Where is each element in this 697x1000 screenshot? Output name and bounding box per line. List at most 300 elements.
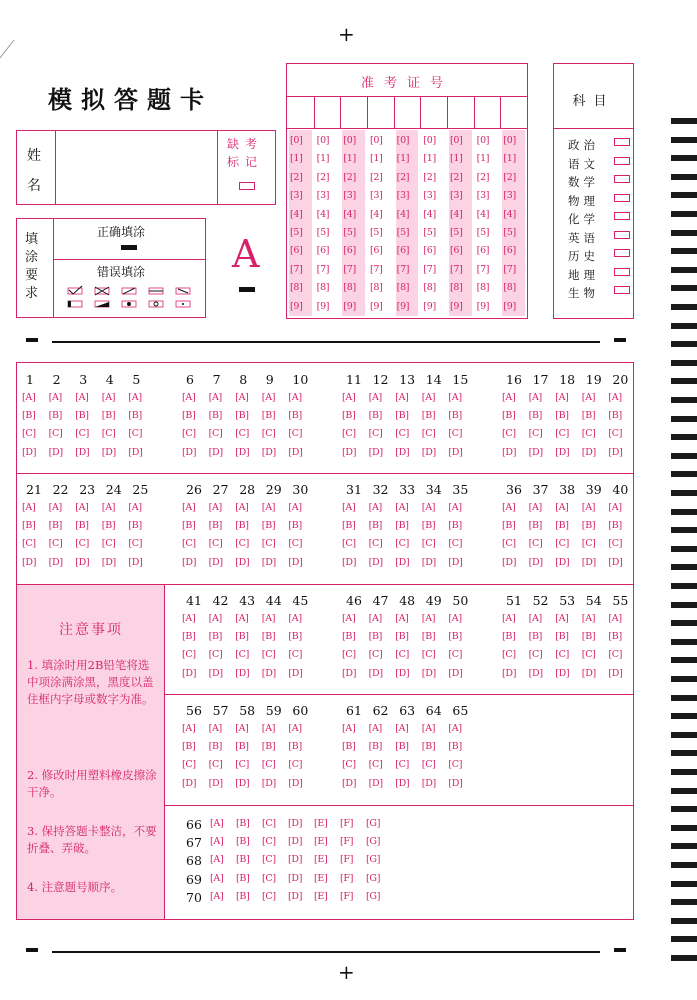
- answer-bubble[interactable]: [C]: [448, 428, 463, 440]
- answer-bubble[interactable]: [D]: [448, 667, 463, 679]
- answer-bubble[interactable]: [B]: [288, 631, 302, 643]
- answer-bubble[interactable]: [A]: [421, 613, 436, 624]
- answer-bubble[interactable]: [C]: [502, 538, 516, 550]
- answer-bubble[interactable]: [A]: [182, 613, 196, 624]
- exam-id-bubble[interactable]: [5]: [343, 227, 356, 238]
- answer-bubble[interactable]: [D]: [208, 556, 223, 568]
- answer-bubble[interactable]: [B]: [448, 631, 462, 643]
- answer-bubble[interactable]: [D]: [342, 777, 357, 789]
- answer-bubble[interactable]: [C]: [261, 759, 276, 771]
- answer-bubble[interactable]: [B]: [235, 631, 249, 643]
- subject-item[interactable]: [568, 282, 630, 298]
- answer-bubble[interactable]: [C]: [395, 649, 409, 661]
- answer-bubble[interactable]: [C]: [182, 428, 196, 440]
- answer-bubble[interactable]: [C]: [288, 428, 303, 440]
- answer-bubble[interactable]: [B]: [182, 741, 196, 753]
- answer-bubble[interactable]: [B]: [421, 741, 436, 753]
- answer-bubble[interactable]: [F]: [340, 890, 354, 902]
- answer-bubble[interactable]: [C]: [581, 538, 596, 550]
- answer-bubble[interactable]: [C]: [555, 538, 569, 550]
- answer-bubble[interactable]: [C]: [182, 759, 196, 771]
- answer-bubble[interactable]: [C]: [48, 538, 63, 550]
- subject-item[interactable]: [568, 134, 630, 150]
- answer-bubble[interactable]: [B]: [395, 631, 409, 643]
- answer-bubble[interactable]: [E]: [314, 854, 328, 866]
- answer-bubble[interactable]: [B]: [182, 410, 196, 422]
- answer-bubble[interactable]: [A]: [528, 392, 542, 403]
- answer-bubble[interactable]: [A]: [101, 502, 116, 513]
- exam-id-bubble[interactable]: [6]: [290, 245, 303, 257]
- answer-bubble[interactable]: [B]: [502, 410, 516, 422]
- answer-bubble[interactable]: [C]: [608, 649, 623, 661]
- answer-bubble[interactable]: [B]: [128, 520, 142, 532]
- answer-bubble[interactable]: [B]: [581, 631, 596, 643]
- answer-bubble[interactable]: [B]: [368, 741, 383, 753]
- answer-bubble[interactable]: [C]: [288, 759, 303, 771]
- answer-bubble[interactable]: [D]: [288, 667, 303, 679]
- exam-id-bubble[interactable]: [0]: [450, 135, 463, 146]
- answer-bubble[interactable]: [E]: [314, 836, 328, 848]
- answer-bubble[interactable]: [F]: [340, 836, 354, 848]
- answer-bubble[interactable]: [B]: [555, 520, 569, 532]
- answer-bubble[interactable]: [A]: [288, 502, 302, 513]
- answer-bubble[interactable]: [B]: [342, 631, 356, 643]
- answer-bubble[interactable]: [B]: [261, 741, 276, 753]
- subject-bubble[interactable]: [614, 157, 630, 165]
- answer-bubble[interactable]: [F]: [340, 818, 354, 829]
- answer-bubble[interactable]: [B]: [581, 520, 596, 532]
- exam-id-bubble[interactable]: [2]: [396, 171, 410, 183]
- answer-bubble[interactable]: [D]: [208, 446, 223, 458]
- answer-bubble[interactable]: [B]: [236, 836, 250, 848]
- answer-bubble[interactable]: [A]: [502, 613, 516, 624]
- answer-bubble[interactable]: [B]: [235, 410, 249, 422]
- answer-bubble[interactable]: [A]: [75, 502, 89, 513]
- exam-id-bubble[interactable]: [8]: [370, 282, 383, 294]
- answer-bubble[interactable]: [D]: [608, 667, 623, 679]
- answer-bubble[interactable]: [C]: [288, 649, 303, 661]
- exam-id-bubble[interactable]: [9]: [503, 300, 516, 312]
- answer-bubble[interactable]: [B]: [182, 520, 196, 532]
- answer-bubble[interactable]: [B]: [608, 410, 622, 422]
- answer-bubble[interactable]: [C]: [528, 649, 543, 661]
- answer-bubble[interactable]: [D]: [368, 667, 383, 679]
- answer-bubble[interactable]: [D]: [395, 556, 410, 568]
- exam-id-bubble[interactable]: [8]: [423, 282, 436, 294]
- subject-bubble[interactable]: [614, 138, 630, 146]
- answer-bubble[interactable]: [A]: [261, 392, 276, 403]
- answer-bubble[interactable]: [B]: [448, 410, 462, 422]
- exam-id-bubble[interactable]: [5]: [423, 227, 436, 238]
- subject-bubble[interactable]: [614, 286, 630, 294]
- answer-bubble[interactable]: [D]: [288, 818, 303, 829]
- answer-bubble[interactable]: [D]: [368, 446, 383, 458]
- answer-bubble[interactable]: [D]: [528, 446, 543, 458]
- answer-bubble[interactable]: [C]: [208, 538, 223, 550]
- answer-bubble[interactable]: [B]: [208, 520, 223, 532]
- answer-bubble[interactable]: [A]: [342, 613, 356, 624]
- exam-id-bubble[interactable]: [8]: [316, 282, 330, 294]
- exam-id-bubble[interactable]: [4]: [423, 208, 436, 220]
- exam-id-bubble[interactable]: [5]: [450, 227, 463, 238]
- exam-id-bubble[interactable]: [9]: [396, 300, 410, 312]
- answer-bubble[interactable]: [C]: [48, 428, 63, 440]
- exam-id-bubble[interactable]: [7]: [316, 263, 330, 275]
- exam-id-bubble[interactable]: [3]: [316, 190, 330, 202]
- answer-bubble[interactable]: [D]: [395, 667, 410, 679]
- exam-id-box[interactable]: [286, 63, 528, 319]
- exam-id-bubble[interactable]: [7]: [423, 263, 436, 275]
- answer-bubble[interactable]: [B]: [581, 410, 596, 422]
- answer-bubble[interactable]: [A]: [288, 392, 302, 403]
- answer-bubble[interactable]: [A]: [395, 392, 409, 403]
- answer-bubble[interactable]: [B]: [261, 631, 276, 643]
- subject-bubble[interactable]: [614, 194, 630, 202]
- exam-id-bubble[interactable]: [4]: [370, 208, 383, 220]
- answer-bubble[interactable]: [B]: [208, 741, 223, 753]
- answer-bubble[interactable]: [D]: [75, 556, 90, 568]
- exam-id-bubble[interactable]: [3]: [423, 190, 436, 202]
- answer-bubble[interactable]: [A]: [210, 890, 224, 902]
- exam-id-bubble[interactable]: [5]: [290, 227, 303, 238]
- answer-bubble[interactable]: [C]: [608, 428, 623, 440]
- answer-bubble[interactable]: [C]: [101, 428, 116, 440]
- exam-id-bubble[interactable]: [4]: [450, 208, 463, 220]
- answer-bubble[interactable]: [C]: [608, 538, 623, 550]
- answer-bubble[interactable]: [B]: [342, 741, 356, 753]
- answer-bubble[interactable]: [A]: [208, 723, 222, 734]
- answer-bubble[interactable]: [C]: [421, 759, 436, 771]
- answer-bubble[interactable]: [D]: [608, 446, 623, 458]
- answer-bubble[interactable]: [D]: [288, 872, 303, 884]
- exam-id-bubble[interactable]: [3]: [343, 190, 356, 202]
- exam-id-bubble[interactable]: [7]: [290, 263, 303, 275]
- exam-id-bubble[interactable]: [3]: [290, 190, 303, 202]
- exam-id-bubble[interactable]: [4]: [476, 208, 490, 220]
- answer-bubble[interactable]: [A]: [288, 613, 302, 624]
- answer-bubble[interactable]: [A]: [581, 613, 596, 624]
- answer-bubble[interactable]: [A]: [235, 613, 249, 624]
- answer-bubble[interactable]: [A]: [75, 392, 89, 403]
- answer-bubble[interactable]: [D]: [288, 446, 303, 458]
- answer-bubble[interactable]: [A]: [581, 502, 596, 513]
- exam-id-bubble[interactable]: [2]: [450, 171, 463, 183]
- answer-bubble[interactable]: [D]: [182, 667, 197, 679]
- answer-bubble[interactable]: [A]: [208, 613, 222, 624]
- answer-bubble[interactable]: [A]: [502, 502, 516, 513]
- exam-id-bubble[interactable]: [5]: [476, 227, 490, 238]
- exam-id-bubble[interactable]: [6]: [370, 245, 383, 257]
- subject-bubble[interactable]: [614, 249, 630, 257]
- answer-bubble[interactable]: [A]: [210, 872, 224, 884]
- exam-id-bubble[interactable]: [3]: [450, 190, 463, 202]
- exam-id-bubble[interactable]: [4]: [316, 208, 330, 220]
- answer-bubble[interactable]: [D]: [555, 446, 570, 458]
- answer-bubble[interactable]: [B]: [261, 520, 276, 532]
- answer-bubble[interactable]: [D]: [342, 446, 357, 458]
- exam-id-bubble[interactable]: [0]: [290, 135, 303, 146]
- answer-bubble[interactable]: [D]: [342, 556, 357, 568]
- answer-bubble[interactable]: [B]: [395, 410, 409, 422]
- answer-bubble[interactable]: [E]: [314, 890, 328, 902]
- answer-bubble[interactable]: [D]: [235, 446, 250, 458]
- exam-id-bubble[interactable]: [9]: [370, 300, 383, 312]
- exam-id-bubble[interactable]: [9]: [290, 300, 303, 312]
- answer-bubble[interactable]: [B]: [395, 520, 409, 532]
- answer-bubble[interactable]: [B]: [421, 520, 436, 532]
- answer-bubble[interactable]: [D]: [288, 777, 303, 789]
- answer-bubble[interactable]: [B]: [235, 741, 249, 753]
- exam-id-bubble[interactable]: [1]: [370, 153, 383, 165]
- exam-id-bubble[interactable]: [6]: [450, 245, 463, 257]
- answer-bubble[interactable]: [C]: [368, 759, 383, 771]
- answer-bubble[interactable]: [C]: [75, 538, 89, 550]
- answer-bubble[interactable]: [F]: [340, 854, 354, 866]
- answer-bubble[interactable]: [B]: [421, 631, 436, 643]
- answer-bubble[interactable]: [C]: [261, 428, 276, 440]
- answer-bubble[interactable]: [D]: [75, 446, 90, 458]
- answer-bubble[interactable]: [C]: [421, 538, 436, 550]
- answer-bubble[interactable]: [C]: [262, 818, 276, 829]
- answer-bubble[interactable]: [A]: [502, 392, 516, 403]
- answer-bubble[interactable]: [B]: [208, 631, 223, 643]
- exam-id-bubble[interactable]: [0]: [476, 135, 490, 146]
- answer-bubble[interactable]: [C]: [555, 428, 569, 440]
- answer-bubble[interactable]: [D]: [421, 777, 436, 789]
- answer-bubble[interactable]: [B]: [342, 410, 356, 422]
- answer-bubble[interactable]: [A]: [608, 502, 622, 513]
- answer-bubble[interactable]: [B]: [448, 520, 462, 532]
- exam-id-bubble[interactable]: [1]: [476, 153, 490, 165]
- answer-bubble[interactable]: [G]: [366, 818, 381, 829]
- answer-bubble[interactable]: [C]: [368, 649, 383, 661]
- answer-bubble[interactable]: [A]: [368, 502, 382, 513]
- answer-bubble[interactable]: [C]: [342, 428, 356, 440]
- answer-bubble[interactable]: [B]: [48, 410, 63, 422]
- exam-id-bubble[interactable]: [0]: [396, 135, 410, 146]
- exam-id-bubble[interactable]: [1]: [396, 153, 410, 165]
- answer-bubble[interactable]: [C]: [502, 649, 516, 661]
- answer-bubble[interactable]: [A]: [421, 723, 436, 734]
- subject-bubble[interactable]: [614, 212, 630, 220]
- answer-bubble[interactable]: [C]: [235, 428, 249, 440]
- answer-bubble[interactable]: [C]: [288, 538, 303, 550]
- exam-id-bubble[interactable]: [5]: [396, 227, 410, 238]
- answer-bubble[interactable]: [B]: [368, 410, 383, 422]
- exam-id-bubble[interactable]: [8]: [476, 282, 490, 294]
- answer-bubble[interactable]: [A]: [448, 613, 462, 624]
- answer-bubble[interactable]: [A]: [448, 723, 462, 734]
- answer-bubble[interactable]: [D]: [208, 667, 223, 679]
- exam-id-bubble[interactable]: [9]: [343, 300, 356, 312]
- answer-bubble[interactable]: [A]: [182, 392, 196, 403]
- exam-id-bubble[interactable]: [7]: [476, 263, 490, 275]
- answer-bubble[interactable]: [C]: [208, 649, 223, 661]
- answer-bubble[interactable]: [B]: [528, 410, 543, 422]
- answer-bubble[interactable]: [B]: [608, 520, 622, 532]
- exam-id-bubble[interactable]: [7]: [503, 263, 516, 275]
- answer-bubble[interactable]: [B]: [75, 410, 89, 422]
- answer-bubble[interactable]: [A]: [22, 392, 36, 403]
- answer-bubble[interactable]: [C]: [235, 759, 249, 771]
- exam-id-bubble[interactable]: [0]: [423, 135, 436, 146]
- answer-bubble[interactable]: [D]: [128, 556, 143, 568]
- exam-id-bubble[interactable]: [2]: [343, 171, 356, 183]
- answer-bubble[interactable]: [A]: [608, 392, 622, 403]
- answer-bubble[interactable]: [D]: [502, 667, 517, 679]
- exam-id-bubble[interactable]: [8]: [396, 282, 410, 294]
- exam-id-bubble[interactable]: [6]: [343, 245, 356, 257]
- answer-bubble[interactable]: [D]: [342, 667, 357, 679]
- answer-bubble[interactable]: [A]: [342, 392, 356, 403]
- answer-bubble[interactable]: [C]: [395, 428, 409, 440]
- answer-bubble[interactable]: [B]: [22, 520, 36, 532]
- exam-id-bubble[interactable]: [1]: [423, 153, 436, 165]
- answer-bubble[interactable]: [D]: [288, 854, 303, 866]
- answer-bubble[interactable]: [B]: [128, 410, 142, 422]
- exam-id-bubble[interactable]: [7]: [370, 263, 383, 275]
- answer-bubble[interactable]: [B]: [235, 520, 249, 532]
- answer-bubble[interactable]: [C]: [128, 428, 143, 440]
- answer-bubble[interactable]: [D]: [261, 667, 276, 679]
- exam-id-bubble[interactable]: [1]: [503, 153, 516, 165]
- answer-bubble[interactable]: [D]: [182, 777, 197, 789]
- answer-bubble[interactable]: [B]: [368, 520, 383, 532]
- answer-bubble[interactable]: [A]: [421, 392, 436, 403]
- answer-bubble[interactable]: [A]: [210, 854, 224, 866]
- answer-bubble[interactable]: [D]: [368, 777, 383, 789]
- answer-bubble[interactable]: [D]: [448, 777, 463, 789]
- exam-id-bubble[interactable]: [2]: [503, 171, 516, 183]
- answer-bubble[interactable]: [C]: [342, 759, 356, 771]
- answer-bubble[interactable]: [D]: [581, 446, 596, 458]
- exam-id-bubble[interactable]: [4]: [343, 208, 356, 220]
- answer-bubble[interactable]: [D]: [581, 667, 596, 679]
- subject-bubble[interactable]: [614, 175, 630, 183]
- answer-bubble[interactable]: [C]: [235, 649, 249, 661]
- answer-bubble[interactable]: [D]: [182, 556, 197, 568]
- answer-bubble[interactable]: [A]: [182, 723, 196, 734]
- answer-bubble[interactable]: [B]: [101, 410, 116, 422]
- answer-bubble[interactable]: [A]: [48, 392, 62, 403]
- answer-bubble[interactable]: [A]: [555, 392, 569, 403]
- answer-bubble[interactable]: [D]: [421, 667, 436, 679]
- answer-bubble[interactable]: [D]: [555, 556, 570, 568]
- answer-bubble[interactable]: [C]: [448, 649, 463, 661]
- exam-id-bubble[interactable]: [6]: [423, 245, 436, 257]
- answer-bubble[interactable]: [D]: [448, 446, 463, 458]
- answer-bubble[interactable]: [C]: [448, 538, 463, 550]
- answer-bubble[interactable]: [C]: [208, 759, 223, 771]
- exam-id-bubble[interactable]: [1]: [343, 153, 356, 165]
- answer-bubble[interactable]: [C]: [555, 649, 569, 661]
- answer-bubble[interactable]: [A]: [210, 836, 224, 848]
- subject-item[interactable]: [568, 245, 630, 261]
- exam-id-bubble[interactable]: [1]: [450, 153, 463, 165]
- answer-bubble[interactable]: [A]: [128, 502, 142, 513]
- answer-bubble[interactable]: [C]: [208, 428, 223, 440]
- subject-bubble[interactable]: [614, 268, 630, 276]
- answer-bubble[interactable]: [A]: [235, 392, 249, 403]
- answer-bubble[interactable]: [B]: [555, 410, 569, 422]
- answer-bubble[interactable]: [A]: [528, 502, 542, 513]
- answer-bubble[interactable]: [D]: [48, 556, 63, 568]
- answer-bubble[interactable]: [D]: [395, 777, 410, 789]
- answer-bubble[interactable]: [D]: [421, 556, 436, 568]
- answer-bubble[interactable]: [A]: [48, 502, 62, 513]
- answer-bubble[interactable]: [C]: [395, 538, 409, 550]
- answer-bubble[interactable]: [B]: [236, 872, 250, 884]
- subject-item[interactable]: [568, 190, 630, 206]
- answer-bubble[interactable]: [A]: [555, 613, 569, 624]
- answer-bubble[interactable]: [C]: [342, 649, 356, 661]
- answer-bubble[interactable]: [D]: [528, 556, 543, 568]
- answer-bubble[interactable]: [C]: [261, 649, 276, 661]
- exam-id-bubble[interactable]: [9]: [423, 300, 436, 312]
- answer-bubble[interactable]: [D]: [235, 556, 250, 568]
- exam-id-bubble[interactable]: [0]: [343, 135, 356, 146]
- answer-bubble[interactable]: [C]: [421, 428, 436, 440]
- exam-id-bubble[interactable]: [3]: [476, 190, 490, 202]
- answer-bubble[interactable]: [A]: [235, 723, 249, 734]
- answer-bubble[interactable]: [D]: [581, 556, 596, 568]
- answer-bubble[interactable]: [B]: [368, 631, 383, 643]
- exam-id-bubble[interactable]: [4]: [396, 208, 410, 220]
- answer-bubble[interactable]: [C]: [182, 538, 196, 550]
- answer-bubble[interactable]: [D]: [288, 836, 303, 848]
- answer-bubble[interactable]: [C]: [235, 538, 249, 550]
- answer-bubble[interactable]: [D]: [448, 556, 463, 568]
- answer-bubble[interactable]: [C]: [22, 538, 36, 550]
- answer-bubble[interactable]: [C]: [581, 649, 596, 661]
- answer-bubble[interactable]: [D]: [101, 556, 116, 568]
- answer-bubble[interactable]: [B]: [182, 631, 196, 643]
- exam-id-bubble[interactable]: [5]: [370, 227, 383, 238]
- exam-id-bubble[interactable]: [9]: [476, 300, 490, 312]
- answer-bubble[interactable]: [D]: [235, 777, 250, 789]
- exam-id-bubble[interactable]: [2]: [476, 171, 490, 183]
- answer-bubble[interactable]: [A]: [421, 502, 436, 513]
- answer-bubble[interactable]: [C]: [262, 836, 276, 848]
- answer-bubble[interactable]: [B]: [502, 631, 516, 643]
- answer-bubble[interactable]: [D]: [395, 446, 410, 458]
- answer-bubble[interactable]: [B]: [261, 410, 276, 422]
- answer-bubble[interactable]: [B]: [22, 410, 36, 422]
- answer-bubble[interactable]: [A]: [342, 723, 356, 734]
- answer-bubble[interactable]: [D]: [182, 446, 197, 458]
- answer-bubble[interactable]: [C]: [421, 649, 436, 661]
- answer-bubble[interactable]: [A]: [288, 723, 302, 734]
- exam-id-bubble[interactable]: [6]: [503, 245, 516, 257]
- answer-bubble[interactable]: [A]: [368, 392, 382, 403]
- exam-id-bubble[interactable]: [4]: [503, 208, 516, 220]
- subject-item[interactable]: [568, 227, 630, 243]
- answer-bubble[interactable]: [A]: [208, 502, 222, 513]
- answer-bubble[interactable]: [B]: [448, 741, 462, 753]
- exam-id-bubble[interactable]: [7]: [450, 263, 463, 275]
- answer-bubble[interactable]: [A]: [342, 502, 356, 513]
- answer-bubble[interactable]: [B]: [288, 410, 302, 422]
- answer-bubble[interactable]: [A]: [208, 392, 222, 403]
- answer-bubble[interactable]: [A]: [368, 723, 382, 734]
- answer-bubble[interactable]: [D]: [288, 890, 303, 902]
- answer-bubble[interactable]: [A]: [395, 723, 409, 734]
- exam-id-bubble[interactable]: [1]: [316, 153, 330, 165]
- answer-bubble[interactable]: [D]: [368, 556, 383, 568]
- answer-bubble[interactable]: [D]: [421, 446, 436, 458]
- answer-bubble[interactable]: [B]: [555, 631, 569, 643]
- answer-bubble[interactable]: [A]: [448, 392, 462, 403]
